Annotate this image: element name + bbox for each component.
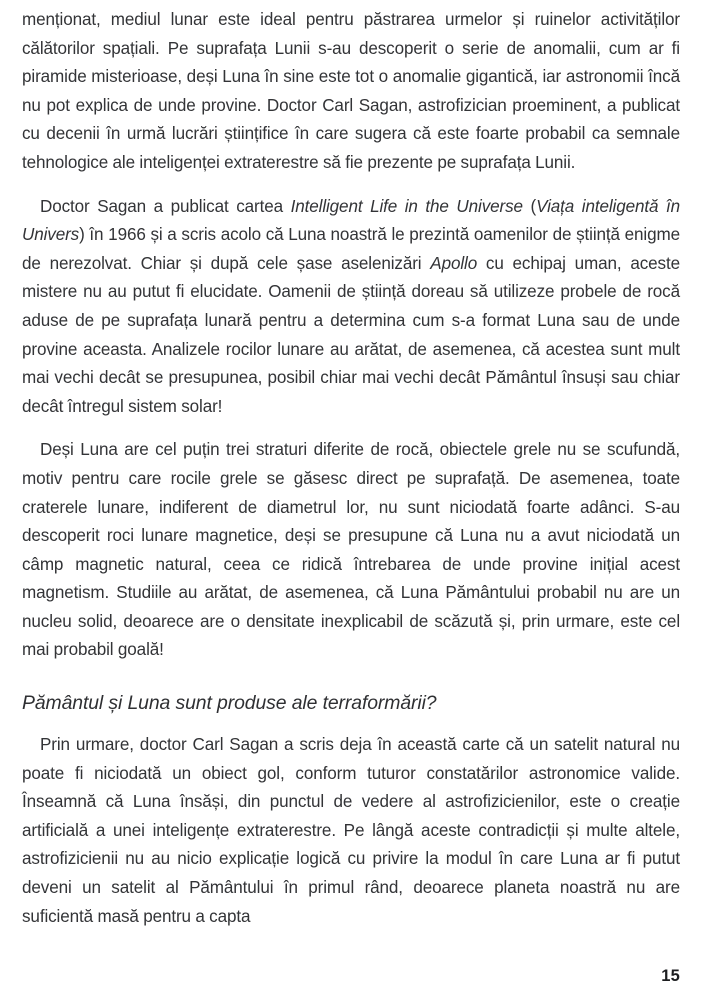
paragraph-3: Deși Luna are cel puțin trei straturi diferite de rocă, obiectele grele nu se scufundă, motiv pentru care rocile grele se găsesc direct pe suprafață. De asemenea, toate craterele lunare, indiferent de diametrul lor, nu sunt niciodată foarte adânci. S-au descoperit roci lunare magnetice, deși se presupune că Luna nu a avut niciodată un câmp magnetic natural, ceea ce ridică întrebarea de unde provine inițial acest magnetism. Studiile au arătat, de asemenea, că Luna Pământului probabil nu are un nucleu solid, deoarece are o densitate inexplicabil de scăzută și, prin urmare, este cel mai probabil goală! <box>22 440 680 660</box>
section-heading: Pământul și Luna sunt produse ale terraformării? <box>22 692 437 715</box>
section-heading-block <box>22 689 680 717</box>
italic-run: Intelligent Life in the Universe <box>290 196 523 216</box>
paragraph-2: Doctor Sagan a publicat cartea Intelligent Life in the Universe (Viața inteligentă în Univers) în 1966 și a scris acolo că Luna noastră le prezintă oamenilor de știință enigme de nerezolvat. Chiar și după cele șase aselenizări Apollo cu echipaj uman, aceste mistere nu au putut fi elucidate. Oamenii de știință doreau să utilizeze probele de rocă aduse de pe suprafața lunară pentru a determina cum s-a format Luna sau de unde provine aceasta. Analizele rocilor lunare au arătat, de asemenea, că acestea sunt mult mai vechi decât se presupunea, posibil chiar mai vechi decât Pământul însuși sau chiar decât întregul sistem solar! <box>22 196 680 416</box>
paragraph-1: menționat, mediul lunar este ideal pentru păstrarea urmelor și ruinelor activităților călătorilor spațiali. Pe suprafața Lunii s-au descoperit o serie de anomalii, cum ar fi piramide misterioase, deși Luna în sine este tot o anomalie gigantică, iar astronomii încă nu pot explica de unde provine. Doctor Carl Sagan, astrofizician proeminent, a publicat cu decenii în urmă lucrări științifice în care sugera că este foarte probabil ca semnale tehnologice ale inteligenței extraterestre să fie prezente pe suprafața Lunii. <box>22 10 680 172</box>
page-number: 15 <box>661 967 680 985</box>
text-column <box>22 6 680 946</box>
paragraph-4: Prin urmare, doctor Carl Sagan a scris deja în această carte că un satelit natural nu poate fi niciodată un obiect gol, conform tuturor constatărilor astronomice valide. Înseamnă că Luna însăși, din punctul de vedere al astrofizicienilor, este o creație artificială a unei inteligențe extraterestre. Pe lângă aceste contradicții și multe altele, astrofizicienii nu au nicio explicație logică cu privire la modul în care Luna ar fi putut deveni un satelit al Pământului în primul rând, deoarece planeta noastră nu are suficientă masă pentru a capta <box>22 735 680 926</box>
italic-run: Apollo <box>430 253 478 273</box>
italic-run: Viața inteligentă în Univers <box>22 196 680 245</box>
